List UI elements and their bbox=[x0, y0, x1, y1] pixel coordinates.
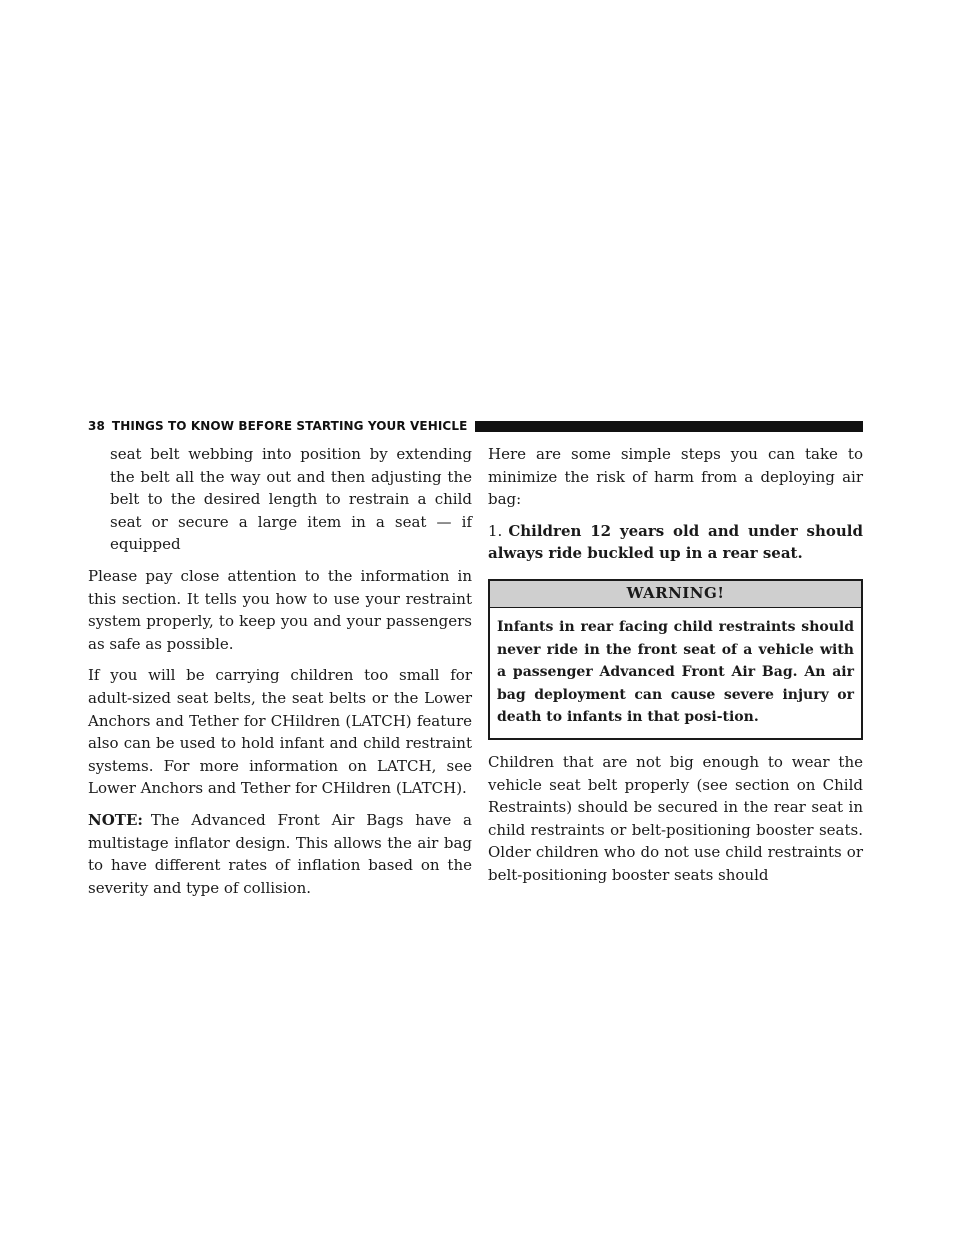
warning-text: Infants in rear facing child restraints should never ride in the front seat of a vehicle with a passenger Advanced Front Air Bag. An air bag deployment can cause severe injury or death to infants in that posi-tion. bbox=[497, 618, 854, 726]
warning-box bbox=[488, 579, 863, 740]
page-number: 38 bbox=[88, 419, 105, 433]
continued-list-item: seat belt webbing into position by extending the belt all the way out and then adjusting the belt to the desired length to restrain a child seat or secure a large item in a seat — if equipped bbox=[110, 445, 472, 554]
left-column bbox=[88, 443, 472, 908]
note-text: The Advanced Front Air Bags have a multistage inflator design. This allows the air bag to have different rates of inflation based on the severity and type of collision. bbox=[88, 810, 472, 897]
paragraph-intro: Here are some simple steps you can take to minimize the risk of harm from a deploying air bag: bbox=[488, 445, 863, 509]
note-label: NOTE: bbox=[88, 810, 143, 829]
section-title: THINGS TO KNOW BEFORE STARTING YOUR VEHICLE bbox=[111, 419, 468, 433]
warning-title: WARNING! bbox=[490, 581, 861, 608]
paragraph-latch: If you will be carrying children too small for adult-sized seat belts, the seat belts or the Lower Anchors and Tether for CHildren (LATCH) feature also can be used to hold infant and child restraint systems. For more information on LATCH, see Lower Anchors and Tether for CHildren (LATCH). bbox=[88, 666, 472, 798]
note-paragraph bbox=[88, 809, 472, 899]
step-1-text: Children 12 years old and under should always ride buckled up in a rear seat. bbox=[488, 521, 863, 563]
right-column bbox=[488, 443, 863, 896]
paragraph-attention: Please pay close attention to the information in this section. It tells you how to use your restraint system properly, to keep you and your passengers as safe as possible. bbox=[88, 566, 472, 653]
paragraph-older-children: Children that are not big enough to wear the vehicle seat belt properly (see section on Child Restraints) should be secured in the rear seat in child restraints or belt-positioning booster seats. Older children who do not use child restraints or belt-positioning booster seats should bbox=[488, 752, 863, 884]
header-rule bbox=[475, 421, 863, 432]
step-1-number: 1. bbox=[488, 521, 503, 540]
page-header bbox=[88, 418, 863, 434]
step-1 bbox=[488, 520, 863, 565]
